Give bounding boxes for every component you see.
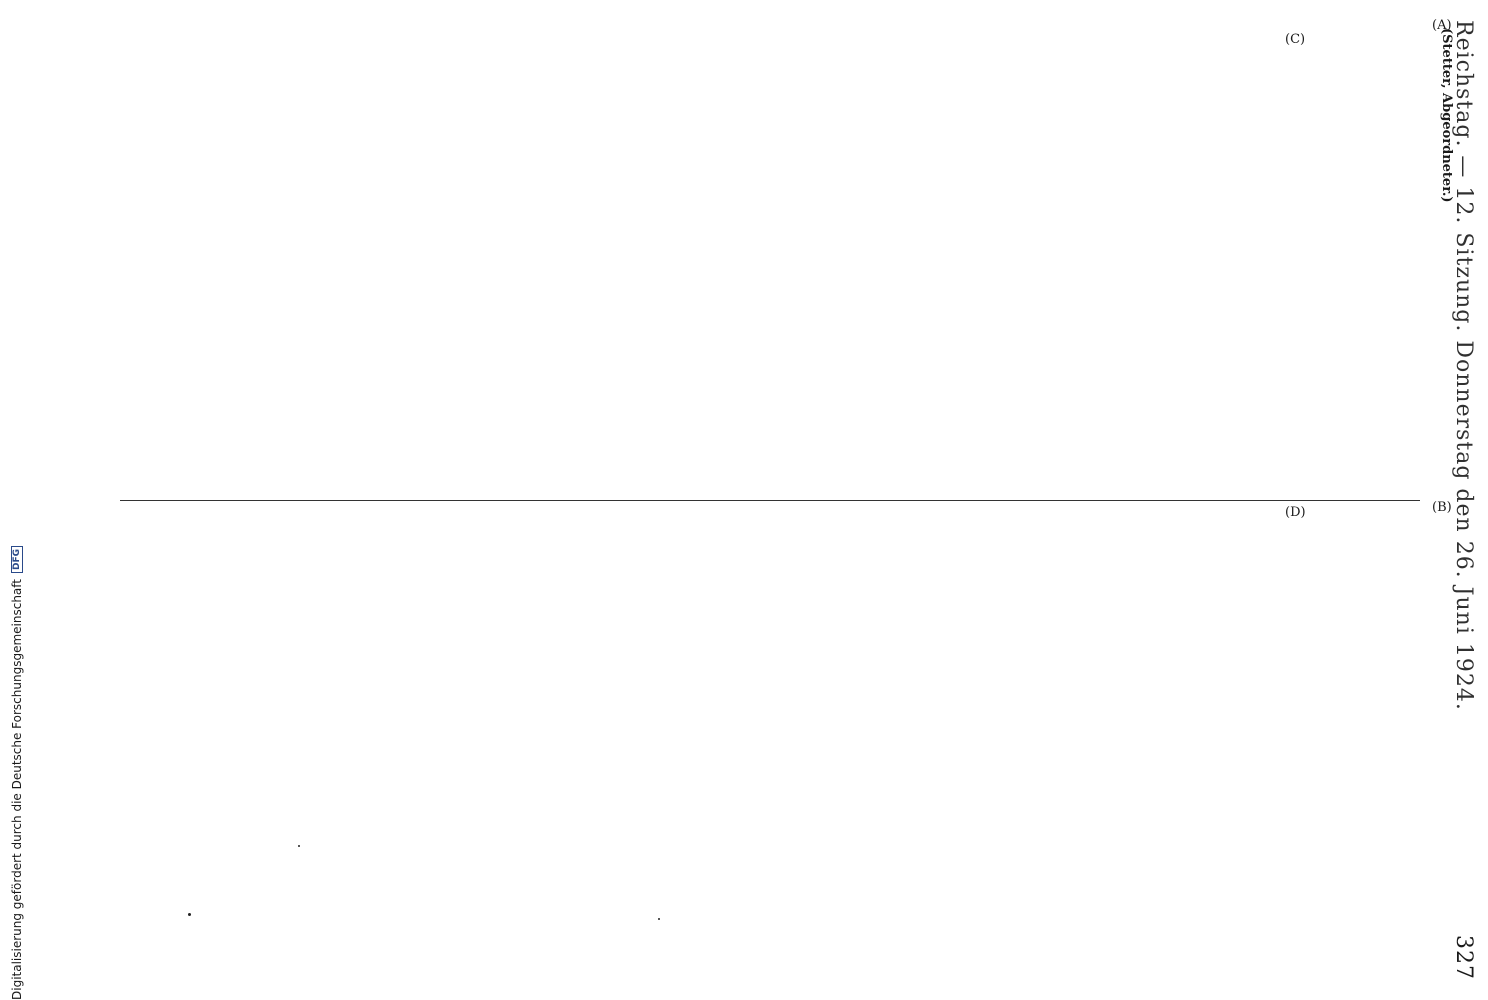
- speaker-name: (Stetter, Abgeordneter.): [1439, 28, 1454, 203]
- header-title: Reichstag. — 12. Sitzung. Donnerstag den 26. Juni 1924.: [1451, 20, 1477, 711]
- margin-letter-c: (C): [1285, 32, 1306, 47]
- scan-speck: [298, 845, 300, 847]
- column-divider: [120, 500, 1420, 501]
- digitization-credit: [10, 546, 24, 1000]
- margin-letter-b: (B): [1432, 500, 1452, 515]
- credit-text: Digitalisierung gefördert durch die Deutsche Forschungsgemeinschaft: [10, 578, 24, 1000]
- page-number: 327: [1451, 935, 1477, 980]
- dfg-logo: DFG: [11, 546, 23, 573]
- text-column-left: [1435, 28, 1455, 498]
- scan-speck: [658, 918, 660, 920]
- scan-speck: [188, 913, 191, 916]
- margin-letter-d: (D): [1285, 505, 1306, 520]
- margin-letter-a: (A): [1432, 18, 1452, 33]
